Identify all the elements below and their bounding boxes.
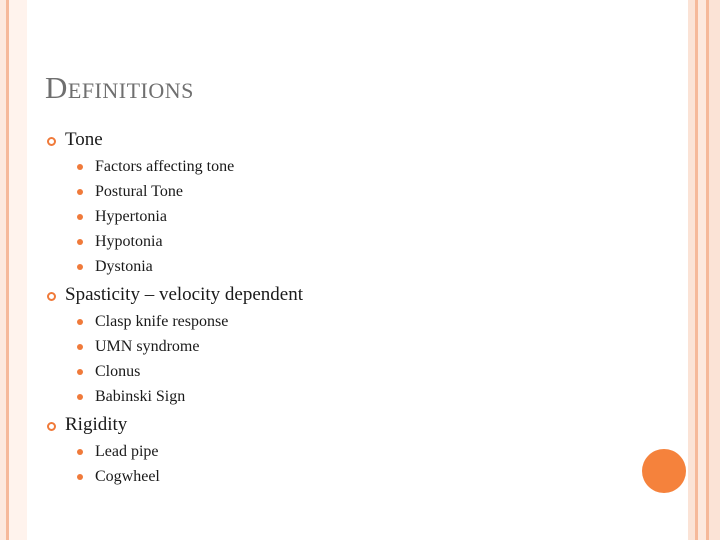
bullet-icon [47, 292, 56, 301]
sub-bullet-icon [77, 449, 83, 455]
sub-bullet-icon [77, 214, 83, 220]
right-stripe-light [688, 0, 695, 540]
sub-bullet-icon [77, 394, 83, 400]
sub-bullet-item: Postural Tone [95, 183, 183, 200]
bullet-tone: Tone [65, 129, 103, 150]
sub-bullet-item: Hypotonia [95, 233, 163, 250]
bullet-spasticity: Spasticity – velocity dependent [65, 284, 303, 305]
sub-bullet-item: Factors affecting tone [95, 158, 235, 175]
sub-bullet-icon [77, 344, 83, 350]
sub-bullet-item: Clasp knife response [95, 313, 229, 330]
bullet-rigidity: Rigidity [65, 414, 128, 435]
sub-bullet-item: Dystonia [95, 258, 153, 275]
sub-bullet-icon [77, 264, 83, 270]
slide-title: Definitions [45, 70, 194, 105]
sub-bullet-icon [77, 369, 83, 375]
sub-bullet-icon [77, 164, 83, 170]
sub-bullet-icon [77, 319, 83, 325]
right-stripe-edge [709, 0, 720, 540]
sub-bullet-icon [77, 239, 83, 245]
sub-bullet-item: Hypertonia [95, 208, 167, 225]
sub-bullet-item: Babinski Sign [95, 388, 186, 405]
sub-bullet-item: Clonus [95, 363, 141, 380]
orange-circle-decoration [642, 449, 686, 493]
sub-bullet-item: UMN syndrome [95, 338, 200, 355]
sub-bullet-item: Lead pipe [95, 443, 159, 460]
sub-bullet-icon [77, 474, 83, 480]
bullet-icon [47, 422, 56, 431]
sub-bullet-item: Cogwheel [95, 468, 160, 485]
right-stripe-mid [698, 0, 706, 540]
sub-bullet-icon [77, 189, 83, 195]
bullet-icon [47, 137, 56, 146]
